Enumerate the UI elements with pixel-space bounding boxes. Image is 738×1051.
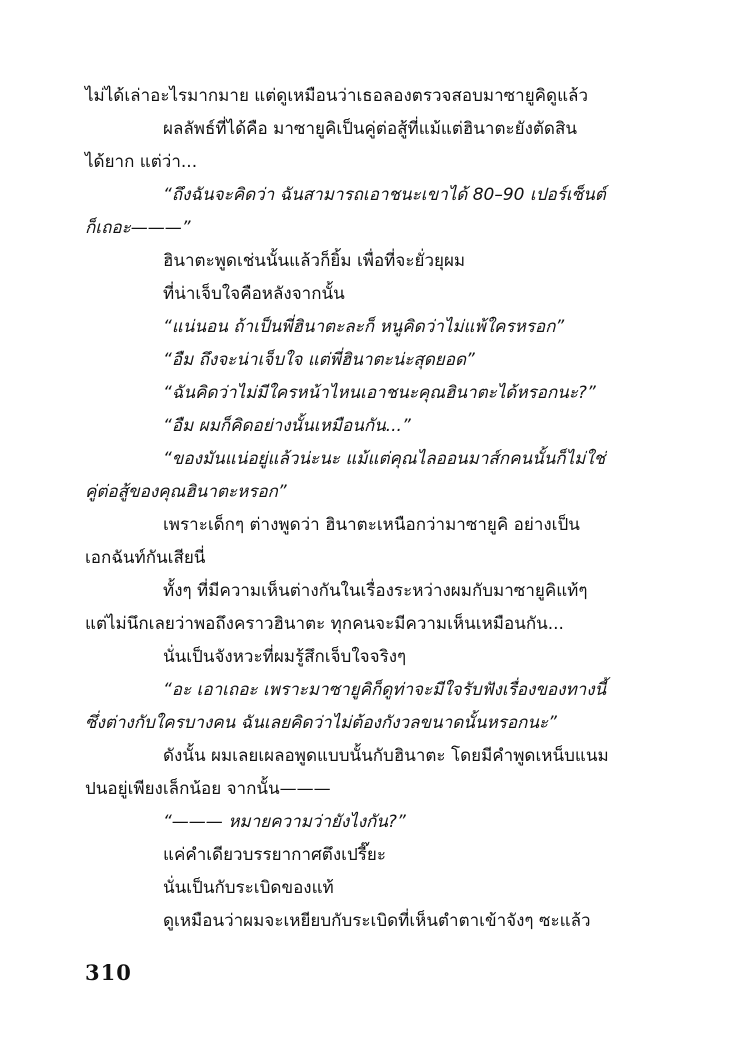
quote-line: “ถึงฉันจะคิดว่า ฉันสามารถเอาชนะเขาได้ 80–90 เปอร์เซ็นต์	[163, 185, 606, 205]
text-line: ดังนั้น ผมเลยเผลอพูดแบบนั้นกับฮินาตะ โดยมีคำพูดเหน็บแนม	[163, 746, 609, 766]
text-line: ไม่ได้เล่าอะไรมากมาย แต่ดูเหมือนว่าเธอลองตรวจสอบมาซายูคิดูแล้ว	[85, 86, 588, 106]
text-line: ที่น่าเจ็บใจคือหลังจากนั้น	[163, 284, 345, 304]
quote-line: “อะ เอาเถอะ เพราะมาซายูคิก็ดูท่าจะมีใจรับฟังเรื่องของทางนี้	[163, 680, 607, 700]
quote-line: “อืม ถึงจะน่าเจ็บใจ แต่พี่ฮินาตะน่ะสุดยอด”	[163, 350, 475, 370]
text-line: แค่คำเดียวบรรยากาศตึงเปรี๊ยะ	[163, 845, 386, 865]
quote-line: “อืม ผมก็คิดอย่างนั้นเหมือนกัน...”	[163, 416, 411, 436]
quote-line: “แน่นอน ถ้าเป็นพี่ฮินาตะละก็ หนูคิดว่าไม่แพ้ใครหรอก”	[163, 317, 565, 337]
text-line: เอกฉันท์กันเสียนี่	[85, 548, 206, 568]
text-line: นั่นเป็นจังหวะที่ผมรู้สึกเจ็บใจจริงๆ	[163, 647, 407, 667]
quote-line: ก็เถอะ———”	[85, 218, 191, 238]
text-line: ทั้งๆ ที่มีความเห็นต่างกันในเรื่องระหว่างผมกับมาซายูคิแท้ๆ	[163, 581, 588, 601]
text-line: ได้ยาก แต่ว่า...	[85, 152, 198, 172]
text-line: นั่นเป็นกับระเบิดของแท้	[163, 878, 334, 898]
text-line: ผลลัพธ์ที่ได้คือ มาซายูคิเป็นคู่ต่อสู้ที่แม้แต่ฮินาตะยังตัดสิน	[163, 119, 577, 139]
quote-line: “ฉันคิดว่าไม่มีใครหน้าไหนเอาชนะคุณฮินาตะได้หรอกนะ?”	[163, 383, 596, 403]
text-line: แต่ไม่นึกเลยว่าพอถึงคราวฮินาตะ ทุกคนจะมีความเห็นเหมือนกัน...	[85, 614, 564, 634]
quote-line: “——— หมายความว่ายังไงกัน?”	[163, 812, 406, 832]
quote-line: “ของมันแน่อยู่แล้วน่ะนะ แม้แต่คุณไลออนมาส์กคนนั้นก็ไม่ใช่	[163, 449, 606, 469]
body-text	[85, 80, 653, 938]
text-line: ดูเหมือนว่าผมจะเหยียบกับระเบิดที่เห็นตำตาเข้าจังๆ ซะแล้ว	[163, 911, 591, 931]
page-number: 310	[85, 960, 132, 985]
quote-line: ซึ่งต่างกับใครบางคน ฉันเลยคิดว่าไม่ต้องกังวลขนาดนั้นหรอกนะ”	[85, 713, 557, 733]
quote-line: คู่ต่อสู้ของคุณฮินาตะหรอก”	[85, 482, 287, 502]
text-line: ปนอยู่เพียงเล็กน้อย จากนั้น———	[85, 779, 331, 799]
text-line: เพราะเด็กๆ ต่างพูดว่า ฮินาตะเหนือกว่ามาซายูคิ อย่างเป็น	[163, 515, 580, 535]
text-line: ฮินาตะพูดเช่นนั้นแล้วก็ยิ้ม เพื่อที่จะยั่วยุผม	[163, 251, 466, 271]
